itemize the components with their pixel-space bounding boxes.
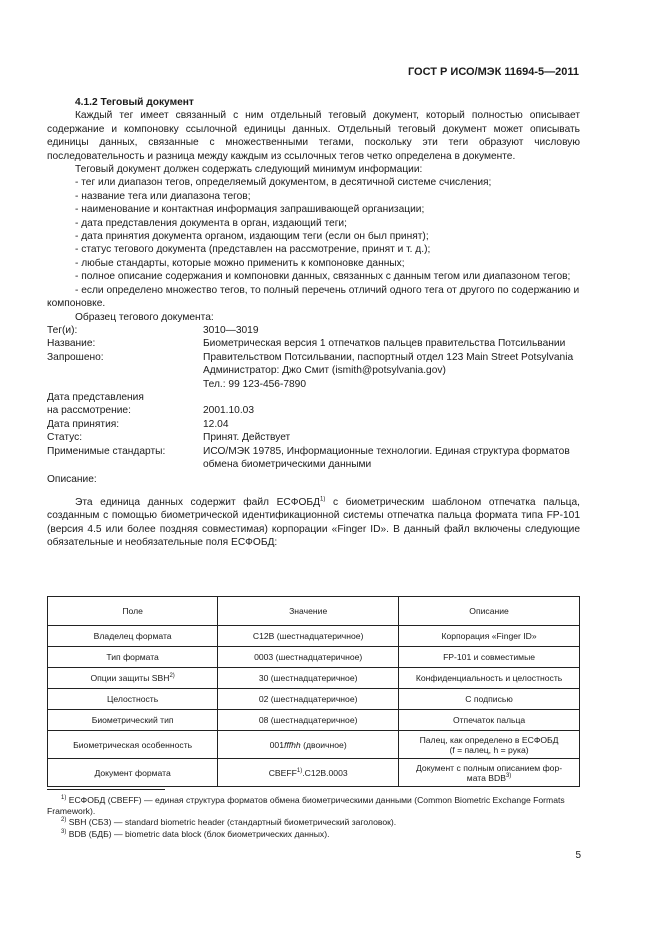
value-suffix: .C12B.0003 xyxy=(302,767,348,778)
list-item: - статус тегового документа (представлен на рассмотрение, принят и т. д.); xyxy=(75,244,431,256)
desc-line xyxy=(403,773,575,783)
paragraph-intro: Каждый тег имеет связанный с ним отдельный теговый документ, который полностью описывает содержание и компоновку ссылочной единицы данных. Отдельный теговый документ может описывать единицы данных, связанные с множественными тегами, поскольку эти теги образуют числовую последовательность и разница между каждым из ссылочных тегов четко определена в документе. xyxy=(47,110,580,162)
cell-value xyxy=(218,731,399,759)
footnote-text: BDB (БДБ) — biometric data block (блок биометрических данных). xyxy=(66,828,330,839)
status-value: Принят. Действует xyxy=(203,432,291,444)
submitted-value: 2001.10.03 xyxy=(203,405,254,417)
desc-line-text: мата BDB xyxy=(466,772,506,783)
footnote-ref: 1) xyxy=(296,767,303,774)
document-standard-id: ГОСТ Р ИСО/МЭК 11694-5—2011 xyxy=(407,66,579,78)
cell-description: Корпорация «Finger ID» xyxy=(399,626,580,647)
value-italic: fffhh xyxy=(283,739,301,750)
table-row xyxy=(48,731,580,759)
sample-standards-row xyxy=(47,445,580,472)
sample-status-row xyxy=(47,431,580,444)
requested-phone: Тел.: 99 123-456-7890 xyxy=(203,378,307,390)
list-item: - название тега или диапазона тегов; xyxy=(75,190,251,202)
sample-intro: Образец тегового документа: xyxy=(75,311,214,323)
table-row xyxy=(48,668,580,689)
cell-value: 0003 (шестнадцатеричное) xyxy=(218,647,399,668)
desc-line: Палец, как определено в ЕСФОБД xyxy=(419,734,559,745)
requested-org: Правительством Потсильвании, паспортный отдел 123 Main Street Potsylvania xyxy=(203,351,574,363)
cell-value: 02 (шестнадцатеричное) xyxy=(218,689,399,710)
paragraph-description xyxy=(47,496,580,550)
cell-field: Документ формата xyxy=(48,759,218,787)
value-prefix: CBEFF xyxy=(268,767,297,778)
value-prefix: 001 xyxy=(269,739,284,750)
col-header-description: Описание xyxy=(399,597,580,626)
section-heading: 4.1.2 Теговый документ xyxy=(75,97,194,108)
cbeff-fields-table xyxy=(47,596,580,787)
desc-line: Документ с полным описанием фор- xyxy=(416,762,563,773)
footnote-3 xyxy=(47,829,580,840)
footnote-mark: 1) xyxy=(61,795,67,802)
cell-value: 30 (шестнадцатеричное) xyxy=(218,668,399,689)
footnote-text: ЕСФОБД (CBEFF) — единая структура форматов обмена биометрическими данными (Common Biometric Exchange Formats Framework). xyxy=(47,795,565,817)
sample-requested-row xyxy=(47,351,580,391)
name-value: Биометрическая версия 1 отпечатков пальцев правительства Потсильвании xyxy=(203,338,566,350)
standards-label: Применимые стандарты: xyxy=(47,445,166,457)
col-header-value: Значение xyxy=(218,597,399,626)
cell-description: Отпечаток пальца xyxy=(399,710,580,731)
list-item: - дата представления документа в орган, издающий теги; xyxy=(75,217,347,229)
tags-value: 3010—3019 xyxy=(203,324,259,336)
accepted-value: 12.04 xyxy=(203,418,229,430)
cell-field: Тип формата xyxy=(48,647,218,668)
sample-name-row xyxy=(47,337,580,350)
cell-field: Биометрический тип xyxy=(48,710,218,731)
list-item: - дата принятия документа органом, издающим теги (если он был принят); xyxy=(75,231,429,243)
footnote-ref: 3) xyxy=(505,772,512,779)
list-item: - тег или диапазон тегов, определяемый документом, в десятичной системе счисления; xyxy=(75,177,492,189)
sample-tags-row xyxy=(47,324,580,337)
cell-field: Целостность xyxy=(48,689,218,710)
page-number: 5 xyxy=(575,850,581,861)
cell-description: Конфиденциальность и целостность xyxy=(399,668,580,689)
description-text-2: с биометрическим шаблоном отпечатка пальца, созданным с помощью биометрической идентификационной системы отпечатка пальца формата типа FP-101 (версия 4.5 или более поздняя совместимая) корпорации «Finger ID». В данный файл включены следующие обязательные и необязательные поля ЕСФОБД: xyxy=(47,496,580,548)
value-suffix: (двоичное) xyxy=(300,739,347,750)
requested-value xyxy=(203,351,580,391)
list-item: - наименование и контактная информация запрашивающей организации; xyxy=(75,204,425,216)
footnote-mark: 2) xyxy=(61,817,67,824)
requested-admin: Администратор: Джо Смит (ismith@potsylvania.gov) xyxy=(203,365,446,377)
footnote-1 xyxy=(47,795,580,817)
requested-label: Запрошено: xyxy=(47,351,104,363)
sample-accepted-row xyxy=(47,418,580,431)
table-header-row xyxy=(48,597,580,626)
cell-description: FP-101 и совместимые xyxy=(399,647,580,668)
table-row xyxy=(48,710,580,731)
cell-value: 08 (шестнадцатеричное) xyxy=(218,710,399,731)
col-header-field: Поле xyxy=(48,597,218,626)
submitted-label-line1: Дата представления xyxy=(47,391,144,403)
footnote-mark: 3) xyxy=(61,828,67,835)
status-label: Статус: xyxy=(47,432,83,444)
cell-field-text: Опции защиты SBH xyxy=(90,673,170,683)
main-content xyxy=(47,96,580,560)
cell-field: Владелец формата xyxy=(48,626,218,647)
name-label: Название: xyxy=(47,338,96,350)
paragraph-minimum-info: Теговый документ должен содержать следующий минимум информации: xyxy=(75,164,423,176)
sample-submitted-row xyxy=(47,404,580,417)
table-row xyxy=(48,759,580,787)
cell-description: С подписью xyxy=(399,689,580,710)
tags-label: Тег(и): xyxy=(47,324,78,336)
footnotes xyxy=(47,795,580,840)
cell-description xyxy=(399,731,580,759)
list-item: - любые стандарты, которые можно применить к компоновке данных; xyxy=(75,257,405,269)
description-text-1: Эта единица данных содержит файл ЕСФОБД xyxy=(75,496,320,508)
desc-line: (f = палец, h = рука) xyxy=(449,744,529,755)
cell-description xyxy=(399,759,580,787)
description-label: Описание: xyxy=(47,474,97,486)
table-row xyxy=(48,647,580,668)
cell-value: C12B (шестнадцатеричное) xyxy=(218,626,399,647)
table-row xyxy=(48,689,580,710)
standards-value: ИСО/МЭК 19785, Информационные технологии. Единая структура форматов обмена биометрическими данными xyxy=(203,445,570,470)
table-row xyxy=(48,626,580,647)
cell-field: Биометрическая особенность xyxy=(48,731,218,759)
footnote-text: SBH (СБЗ) — standard biometric header (стандартный биометрический заголовок). xyxy=(66,817,397,828)
footnote-ref: 2) xyxy=(169,673,175,680)
list-item: - если определено множество тегов, то полный перечень отличий одного тега от другого по содержанию и компоновке. xyxy=(47,284,580,310)
submitted-label: на рассмотрение: xyxy=(47,405,131,417)
accepted-label: Дата принятия: xyxy=(47,418,120,430)
footnote-2 xyxy=(47,817,580,828)
footnote-divider xyxy=(47,789,165,790)
footnote-ref: 1) xyxy=(319,496,326,503)
list-item: - полное описание содержания и компоновки данных, связанных с данным тегом или диапазоном тегов; xyxy=(75,271,571,283)
cell-value xyxy=(218,759,399,787)
cell-field xyxy=(48,668,218,689)
